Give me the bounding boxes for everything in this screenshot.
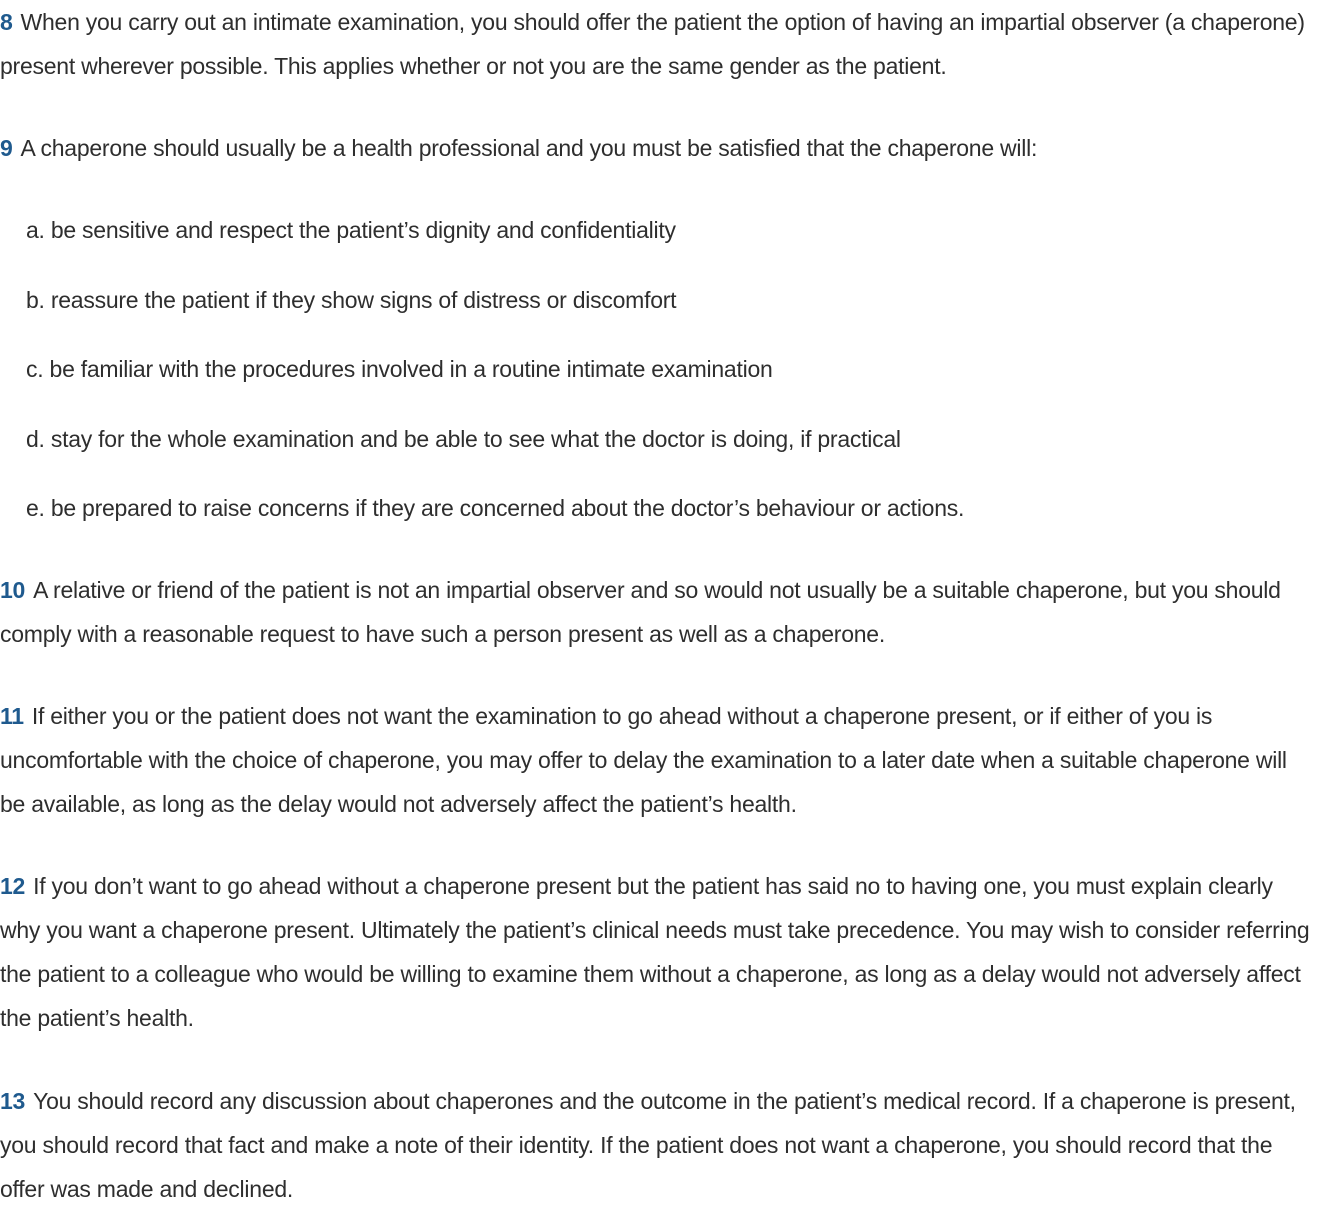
list-item: b. reassure the patient if they show signs of distress or discomfort xyxy=(26,286,677,313)
paragraph-13 xyxy=(0,1079,1310,1211)
chaperone-duties-list xyxy=(0,208,1328,556)
paragraph-text: If you don’t want to go ahead without a chaperone present but the patient has said no to having one, you must explain clearly why you want a chaperone present. Ultimately the patient’s clinical needs must take precedence. You may wish to consider referring the patient to a colleague who would be willing to examine them without a chaperone, as long as a delay would not adversely affect the patient’s health. xyxy=(0,873,1310,1031)
paragraph-number: 9 xyxy=(0,135,13,161)
list-item: a. be sensitive and respect the patient’s dignity and confidentiality xyxy=(26,217,676,243)
paragraph-number: 12 xyxy=(0,873,26,899)
paragraph-12 xyxy=(0,864,1310,1040)
paragraph-text: When you carry out an intimate examination, you should offer the patient the option of having an impartial observer (a chaperone) present wherever possible. This applies whether or not you are the same gender as the patient. xyxy=(0,9,1305,79)
paragraph-number: 11 xyxy=(0,703,24,729)
paragraph-text: A relative or friend of the patient is not an impartial observer and so would not usually be a suitable chaperone, but you should comply with a reasonable request to have such a person present as well as a chaperone. xyxy=(0,577,1281,647)
list-item: c. be familiar with the procedures involved in a routine intimate examination xyxy=(26,356,773,382)
list-item: e. be prepared to raise concerns if they are concerned about the doctor’s behaviour or actions. xyxy=(26,495,965,521)
paragraph-number: 13 xyxy=(0,1088,26,1114)
paragraph-8 xyxy=(0,0,1328,88)
paragraph-text: A chaperone should usually be a health professional and you must be satisfied that the chaperone will: xyxy=(20,135,1038,161)
paragraph-9 xyxy=(0,126,1328,170)
paragraph-number: 8 xyxy=(0,9,13,35)
paragraph-11 xyxy=(0,694,1310,826)
paragraph-text: If either you or the patient does not want the examination to go ahead without a chaperone present, or if either of you is uncomfortable with the choice of chaperone, you may offer to delay the examination to a later date when a suitable chaperone will be available, as long as the delay would not adversely affect the patient’s health. xyxy=(0,703,1287,817)
paragraph-text: You should record any discussion about chaperones and the outcome in the patient’s medical record. If a chaperone is present, you should record that fact and make a note of their identity. If the patient does not want a chaperone, you should record that the offer was made and declined. xyxy=(0,1088,1296,1202)
list-item: d. stay for the whole examination and be able to see what the doctor is doing, if practical xyxy=(26,425,901,452)
paragraph-number: 10 xyxy=(0,577,26,603)
paragraph-10 xyxy=(0,568,1310,656)
